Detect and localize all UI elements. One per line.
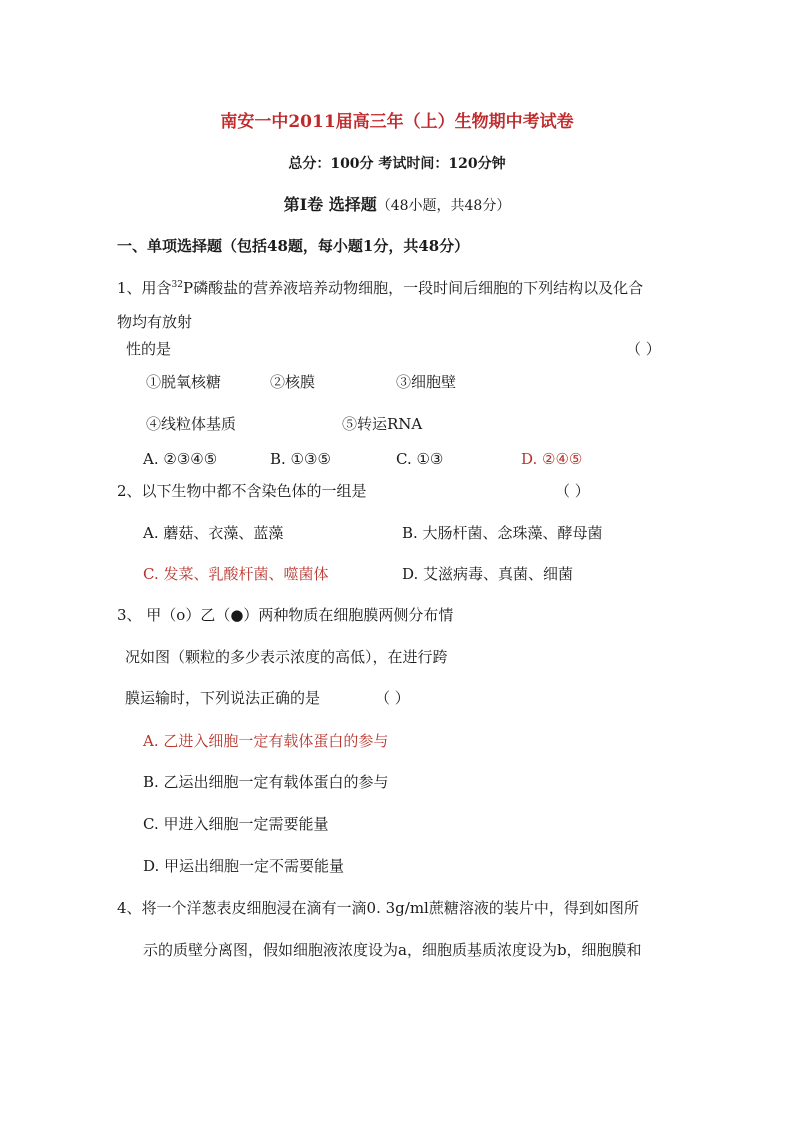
q3-option-b: B. 乙运出细胞一定有载体蛋白的参与 xyxy=(143,773,389,791)
q3-option-c: C. 甲进入细胞一定需要能量 xyxy=(143,815,329,833)
q1-item-5: ⑤转运RNA xyxy=(342,415,423,433)
q3-stem-line2: 况如图（颗粒的多少表示浓度的高低），在进行跨 xyxy=(125,648,448,666)
part-note: （48小题，共48分） xyxy=(376,198,511,214)
q1-item-1: ①脱氧核糖 xyxy=(146,373,222,391)
part-heading xyxy=(0,195,794,216)
score-info: 总分：100分 考试时间：120分钟 xyxy=(288,156,506,172)
part-label: 第Ⅰ卷 选择题 xyxy=(283,195,377,214)
q4-stem-line2: 示的质壁分离图，假如细胞液浓度设为a，细胞质基质浓度设为b，细胞膜和 xyxy=(143,941,642,959)
q1-stem-line2: 物均有放射 xyxy=(117,313,193,331)
q1-stem xyxy=(117,278,643,298)
q1-option-d: D. ②④⑤ xyxy=(521,450,583,468)
q2-option-a: A. 蘑菇、衣藻、蓝藻 xyxy=(143,524,284,542)
q1-item-4: ④线粒体基质 xyxy=(146,415,237,433)
q3-answer-paren: （ ） xyxy=(375,689,410,707)
q1-option-b: B. ①③⑤ xyxy=(270,450,331,468)
q1-option-a: A. ②③④⑤ xyxy=(143,450,218,468)
q1-stem-a: 1、用含 xyxy=(117,279,172,297)
q1-option-c: C. ①③ xyxy=(396,450,444,468)
q3-option-a: A. 乙进入细胞一定有载体蛋白的参与 xyxy=(143,732,389,750)
q2-option-d: D. 艾滋病毒、真菌、细菌 xyxy=(402,565,574,583)
q2-option-b: B. 大肠杆菌、念珠藻、酵母菌 xyxy=(402,524,603,542)
q1-answer-paren: （ ） xyxy=(626,340,661,358)
q1-stem-b: P磷酸盐的营养液培养动物细胞，一段时间后细胞的下列结构以及化合 xyxy=(183,279,644,297)
q2-option-c: C. 发菜、乳酸杆菌、噬菌体 xyxy=(143,565,329,583)
q1-stem-line3: 性的是 xyxy=(126,340,172,358)
q1-item-2: ②核膜 xyxy=(270,373,316,391)
q3-option-d: D. 甲运出细胞一定不需要能量 xyxy=(143,857,345,875)
q2-stem: 2、以下生物中都不含染色体的一组是 xyxy=(117,482,367,500)
q1-superscript: 32 xyxy=(171,280,183,290)
q1-item-3: ③细胞壁 xyxy=(396,373,457,391)
q2-answer-paren: （ ） xyxy=(555,482,590,500)
q4-stem-line1: 4、将一个洋葱表皮细胞浸在滴有一滴0. 3g/ml蔗糖溶液的装片中，得到如图所 xyxy=(117,899,639,917)
page-title: 南安一中2011届高三年（上）生物期中考试卷 xyxy=(220,112,574,132)
section-heading: 一、单项选择题（包括48题，每小题1分，共48分） xyxy=(117,237,470,255)
q3-stem-line3: 膜运输时，下列说法正确的是 xyxy=(125,689,321,707)
q3-stem-line1: 3、 甲（o）乙（●）两种物质在细胞膜两侧分布情 xyxy=(117,606,454,624)
